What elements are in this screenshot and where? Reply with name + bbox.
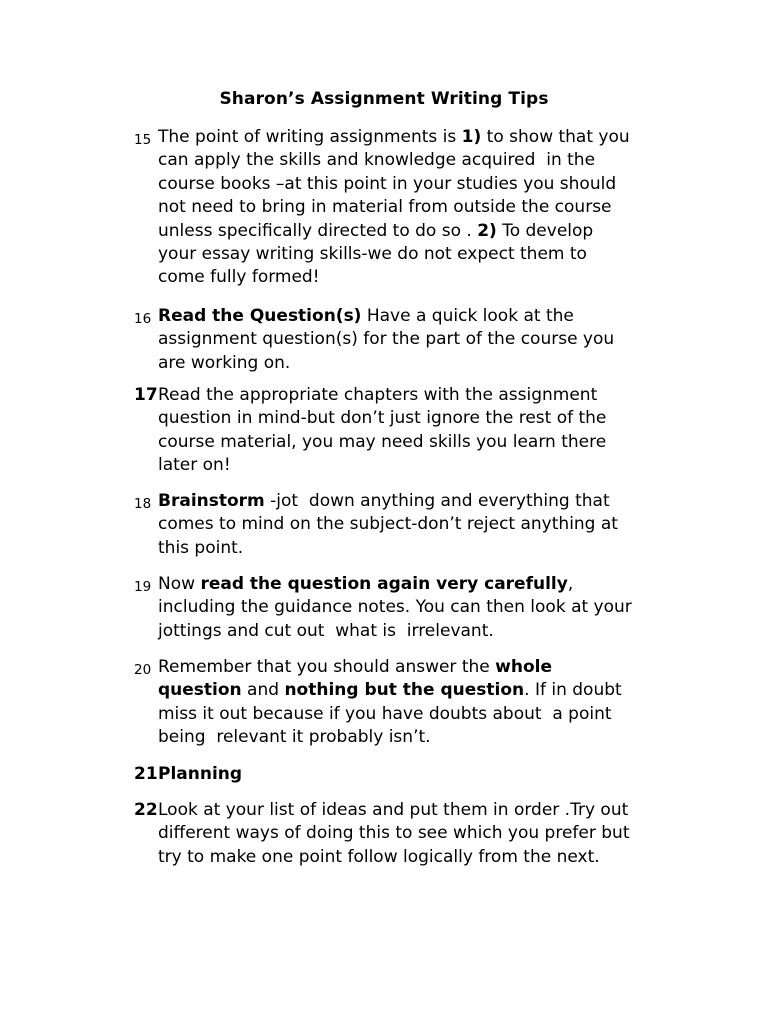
numbered-paragraph [134, 799, 654, 869]
numbered-paragraph [134, 490, 654, 560]
text-run: question in mind-but don’t just ignore the rest of the [158, 408, 607, 429]
text-run: Look at your list of ideas and put them in order .Try out [158, 800, 629, 820]
text-run: Now [158, 574, 201, 594]
text-run: assignment question(s) for the part of the course you [158, 329, 615, 350]
text-run: Have a quick look at the [361, 306, 574, 326]
bold-text-run: 1) [461, 127, 482, 147]
text-run: unless specifically directed to do so . [158, 220, 478, 241]
bold-text-run: read the question again very carefully [200, 574, 568, 594]
text-line [158, 407, 654, 430]
text-run: Read the appropriate chapters with the assignment [158, 385, 598, 405]
text-run: course material, you may need skills you learn there [158, 431, 607, 452]
paragraph-text [158, 305, 654, 375]
text-line [158, 173, 654, 196]
paragraph-text [158, 126, 654, 290]
paragraph-number: 21 [134, 764, 158, 784]
bold-text-run: question [158, 680, 242, 701]
text-line [158, 573, 654, 596]
text-run: and [241, 680, 285, 701]
text-run: . If in doubt [524, 680, 622, 701]
text-line [158, 328, 654, 351]
text-line [158, 763, 654, 786]
text-run: different ways of doing this to see which you prefer but [158, 823, 630, 844]
text-run: Remember that you should answer the [158, 657, 496, 677]
text-run: to show that you [481, 127, 630, 147]
text-run: this point. [158, 537, 244, 558]
text-run: being relevant it probably isn’t. [158, 727, 431, 748]
paragraph-number: 20 [134, 662, 152, 678]
text-run: try to make one point follow logically from the next. [158, 846, 600, 867]
text-run: course books –at this point in your studies you should [158, 173, 617, 194]
paragraph-number: 18 [134, 496, 152, 512]
text-run: The point of writing assignments is [158, 127, 462, 147]
paragraph-number: 15 [134, 132, 152, 148]
text-run: your essay writing skills-we do not expect them to [158, 244, 587, 265]
text-line [158, 537, 654, 560]
numbered-paragraph [134, 573, 654, 643]
text-line [158, 352, 654, 375]
text-line [158, 846, 654, 869]
bold-text-run: whole [495, 657, 552, 677]
text-line [158, 384, 654, 407]
text-line [158, 620, 654, 643]
text-run: not need to bring in material from outside the course [158, 197, 612, 218]
text-line [158, 196, 654, 219]
text-line [158, 266, 654, 289]
text-line [158, 703, 654, 726]
bold-text-run: nothing but the question [284, 680, 525, 701]
paragraph-text [158, 490, 654, 560]
text-line [158, 679, 654, 702]
text-run: including the guidance notes. You can then look at your [158, 597, 632, 618]
text-line [158, 243, 654, 266]
paragraph-number: 16 [134, 311, 152, 327]
text-line [158, 126, 654, 149]
paragraph-text [158, 656, 654, 750]
text-run: can apply the skills and knowledge acquired in the [158, 150, 596, 171]
text-run: later on! [158, 455, 231, 476]
bold-text-run: Planning [158, 764, 243, 784]
numbered-paragraph [134, 305, 654, 375]
numbered-paragraph [134, 763, 654, 786]
document-title: Sharon’s Assignment Writing Tips [219, 89, 549, 109]
paragraph-text [158, 799, 654, 869]
paragraph-text [158, 573, 654, 643]
bold-text-run: Brainstorm [158, 491, 265, 511]
text-run: , [567, 574, 574, 594]
numbered-paragraph [134, 126, 654, 290]
text-run: -jot down anything and everything that [264, 491, 610, 511]
text-line [158, 656, 654, 679]
numbered-paragraph [134, 656, 654, 750]
text-run: comes to mind on the subject-don’t reject anything at [158, 514, 618, 535]
text-run: come fully formed! [158, 267, 320, 288]
text-run: jottings and cut out what is irrelevant. [158, 620, 494, 641]
text-run: are working on. [158, 352, 291, 373]
text-line [158, 431, 654, 454]
text-line [158, 822, 654, 845]
bold-text-run: Read the Question(s) [158, 306, 362, 326]
paragraph-number: 17 [134, 385, 158, 405]
paragraph-number: 19 [134, 579, 152, 595]
text-line [158, 799, 654, 822]
text-run: To develop [496, 220, 594, 241]
text-line [158, 454, 654, 477]
text-line [158, 596, 654, 619]
text-line [158, 490, 654, 513]
text-run: miss it out because if you have doubts about a point [158, 703, 612, 724]
numbered-paragraph [134, 384, 654, 478]
paragraph-text [158, 763, 654, 786]
text-line [158, 305, 654, 328]
text-line [158, 513, 654, 536]
paragraph-text [158, 384, 654, 478]
text-line [158, 220, 654, 243]
text-line [158, 726, 654, 749]
text-line [158, 149, 654, 172]
paragraph-number: 22 [134, 800, 158, 820]
bold-text-run: 2) [477, 220, 497, 241]
